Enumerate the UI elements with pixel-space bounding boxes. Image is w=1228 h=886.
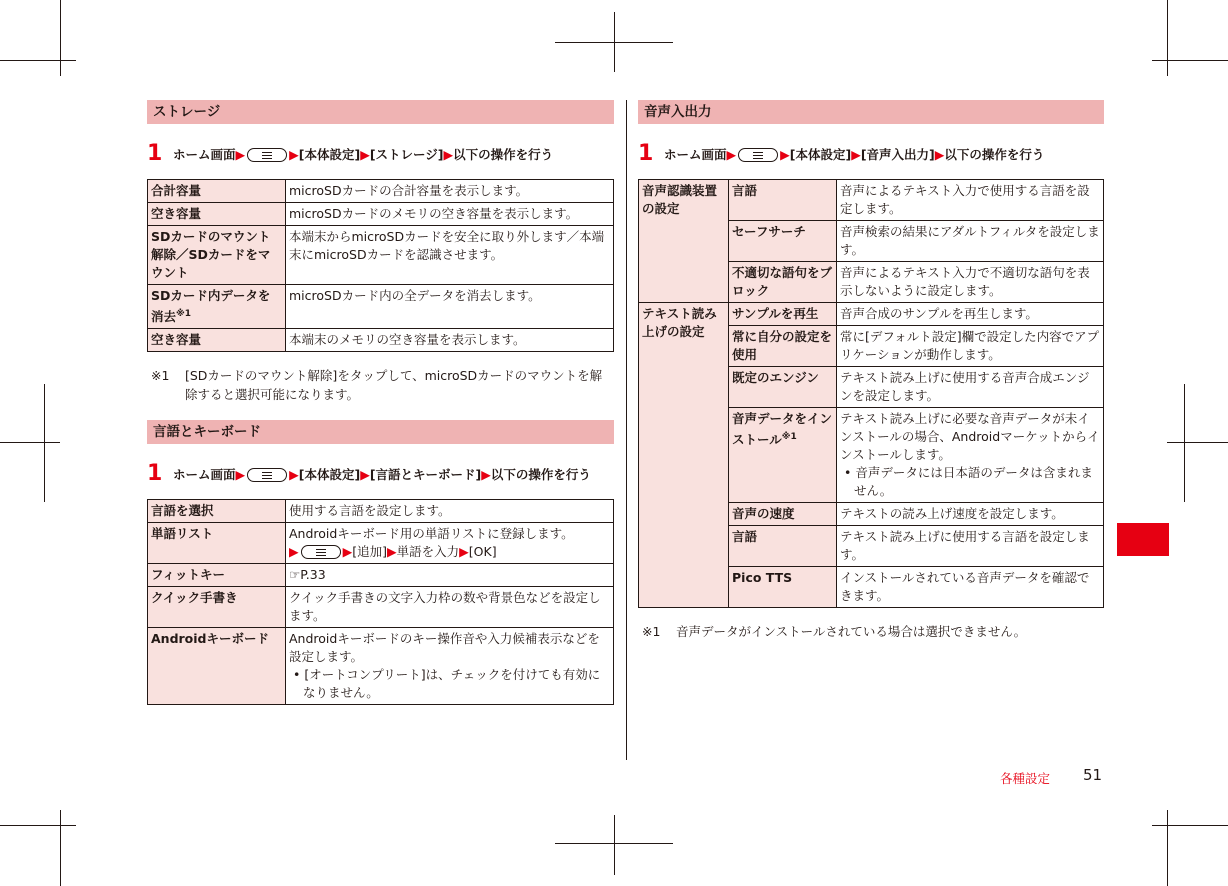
table-row: 単語リスト Androidキーボード用の単語リストに登録します。 ▶ ▶[追加]▶単語を入力▶[OK] [148, 523, 614, 564]
menu-key-icon [738, 148, 778, 162]
storage-step: 1 ホーム画面▶ ▶[本体設定]▶[ストレージ]▶以下の操作を行う [147, 141, 554, 166]
arrow-icon: ▶ [235, 467, 246, 483]
bullet-item: • 音声データには日本語のデータは含まれません。 [844, 465, 1093, 498]
crop-mark [60, 0, 61, 76]
arrow-icon: ▶ [780, 147, 790, 162]
crop-mark [1184, 384, 1185, 502]
storage-note: ※1 [SDカードのマウント解除]をタップして、microSDカードのマウントを解除すると選択可能になります。 [151, 368, 603, 403]
table-row: 既定のエンジン テキスト読み上げに使用する音声合成エンジンを設定します。 [639, 367, 1104, 408]
table-row: 空き容量 本端末のメモリの空き容量を表示します。 [148, 329, 614, 352]
arrow-icon: ▶ [235, 147, 246, 162]
step-number: 1 [147, 461, 163, 487]
chapter-tab [1117, 523, 1169, 556]
table-row: SDカードのマウント解除／SDカードをマウント 本端末からmicroSDカードを安全に取り外します／本端末にmicroSDカードを認識させます。 [148, 226, 614, 285]
table-row: 不適切な語句をブロック 音声によるテキスト入力で不適切な語句を表示しないように設定します。 [639, 262, 1104, 303]
arrow-icon: ▶ [360, 467, 370, 483]
step-number: 1 [147, 141, 163, 166]
crop-mark [1152, 825, 1228, 826]
crop-mark [0, 442, 60, 443]
arrow-icon: ▶ [443, 147, 454, 162]
crop-mark [1167, 810, 1168, 886]
table-row: 音声の速度 テキストの読み上げ速度を設定します。 [639, 503, 1104, 526]
crop-mark [614, 815, 615, 875]
table-row: テキスト読み上げの設定 サンプルを再生 音声合成のサンプルを再生します。 [639, 303, 1104, 326]
crop-mark [60, 810, 61, 886]
crop-mark [1152, 60, 1228, 61]
table-row: Androidキーボード Androidキーボードのキー操作音や入力候補表示などを設定します。 • [オートコンプリート]は、チェックを付けても有効になりません。 [148, 628, 614, 705]
right-column [638, 100, 1104, 641]
arrow-icon: ▶ [459, 544, 469, 560]
table-row: 言語を選択 使用する言語を設定します。 [148, 500, 614, 523]
arrow-icon: ▶ [851, 147, 861, 162]
crop-mark [614, 12, 615, 72]
storage-table [147, 179, 614, 352]
table-row: SDカード内データを消去$^{※1}$ microSDカード内の全データを消去します。 [148, 285, 614, 329]
table-row: 常に自分の設定を使用 常に[デフォルト設定]欄で設定した内容でアプリケーションが動作します。 [639, 326, 1104, 367]
arrow-icon: ▶ [360, 147, 370, 162]
arrow-icon: ▶ [342, 544, 353, 560]
table-row: 言語 テキスト読み上げに使用する言語を設定します。 [639, 526, 1104, 567]
chapter-label: 各種設定 [1000, 771, 1051, 786]
crop-mark [1167, 0, 1168, 76]
audio-step: 1 ホーム画面▶ ▶[本体設定]▶[音声入出力]▶以下の操作を行う [638, 141, 1045, 166]
column-divider [626, 100, 627, 760]
arrow-icon: ▶ [481, 467, 491, 483]
left-column [147, 100, 614, 705]
crop-mark [1167, 442, 1228, 443]
menu-key-icon [247, 468, 287, 482]
menu-key-icon [301, 545, 341, 559]
lang-table [147, 499, 614, 705]
table-row: 空き容量 microSDカードのメモリの空き容量を表示します。 [148, 203, 614, 226]
audio-table [638, 179, 1104, 608]
table-row: クイック手書き クイック手書きの文字入力枠の数や背景色などを設定します。 [148, 587, 614, 628]
lang-step: 1 ホーム画面▶ ▶[本体設定]▶[言語とキーボード]▶以下の操作を行う [147, 461, 591, 487]
page-number: 51 [1083, 766, 1103, 784]
table-row: 合計容量 microSDカードの合計容量を表示します。 [148, 180, 614, 203]
arrow-icon: ▶ [934, 147, 945, 162]
table-row: 音声データをインストール$^{※1}$ テキスト読み上げに必要な音声データが未インストールの場合、Androidマーケットからインストールします。 • 音声データには日本語のデータは含まれません。 [639, 408, 1104, 503]
arrow-icon: ▶ [289, 544, 299, 560]
step-number: 1 [638, 141, 654, 166]
crop-mark [0, 60, 76, 61]
audio-heading: 音声入出力 [638, 100, 1104, 124]
page-ref-link[interactable]: ☞P.33 [286, 564, 614, 587]
arrow-icon: ▶ [289, 147, 299, 162]
pointing-hand-icon: ☞ [289, 567, 301, 583]
table-row: フィットキー ☞P.33 [148, 564, 614, 587]
crop-mark [44, 384, 45, 502]
table-row: セーフサーチ 音声検索の結果にアダルトフィルタを設定します。 [639, 221, 1104, 262]
arrow-icon: ▶ [289, 467, 299, 483]
lang-heading: 言語とキーボード [147, 420, 614, 444]
arrow-icon: ▶ [726, 147, 737, 162]
menu-key-icon [247, 148, 287, 162]
bullet-icon: • [293, 667, 301, 683]
table-row: 音声認識装置の設定 言語 音声によるテキスト入力で使用する言語を設定します。 [639, 180, 1104, 221]
table-row: Pico TTS インストールされている音声データを確認できます。 [639, 567, 1104, 608]
arrow-icon: ▶ [387, 544, 397, 560]
bullet-icon: • [844, 465, 852, 480]
storage-heading: ストレージ [147, 100, 614, 124]
audio-note: ※1 音声データがインストールされている場合は選択できません。 [642, 624, 1027, 639]
bullet-item: • [オートコンプリート]は、チェックを付けても有効になりません。 [293, 667, 601, 701]
crop-mark [0, 825, 76, 826]
